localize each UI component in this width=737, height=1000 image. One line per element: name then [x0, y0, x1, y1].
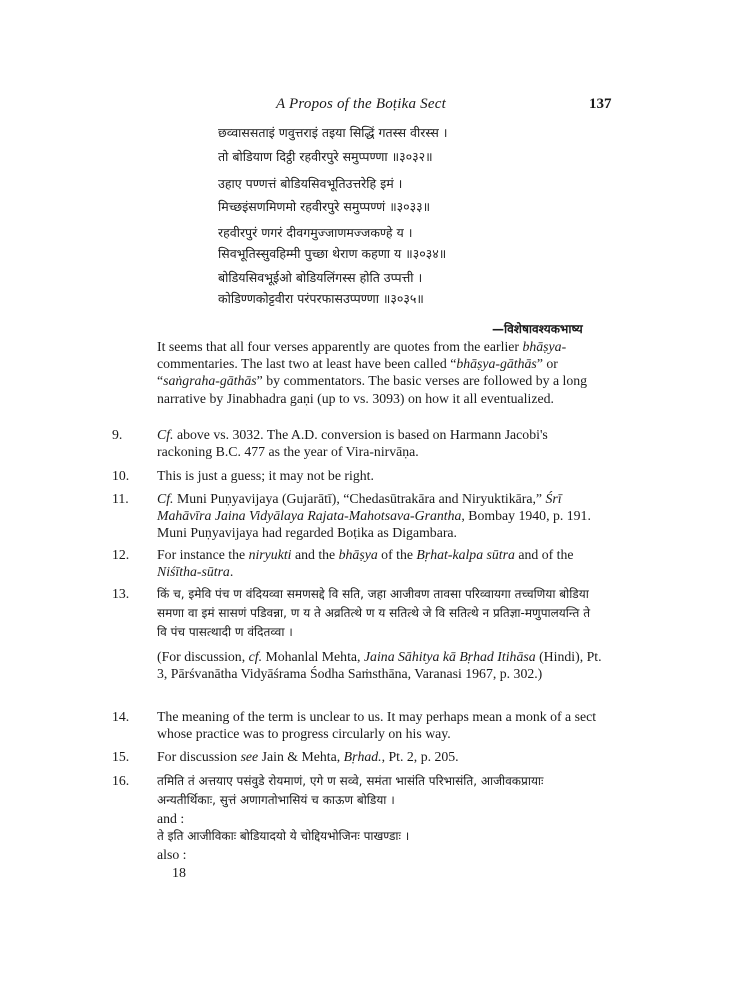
verse-line: तो बोडियाण दिट्ठी रहवीरपुरे समुप्पण्णा ॥३०३२॥: [218, 149, 433, 164]
footnote-body: [157, 748, 602, 765]
footnote-text: Mohanlal Mehta,: [262, 649, 364, 664]
footnote-number: 16.: [112, 773, 130, 788]
cf-abbrev: Cf.: [157, 427, 174, 442]
footnote-text: , Pt. 2, p. 205.: [381, 749, 459, 764]
footnote-reference: [157, 648, 602, 682]
verse-line: छव्वाससताइं णवुत्तराइं तइया सिद्धिं गतस्स वीरस्स ।: [218, 125, 448, 140]
footnote-body: [157, 490, 602, 542]
signature-mark: 18: [172, 866, 186, 881]
paragraph-text: -commentaries. The last two at least have been called “: [157, 339, 567, 372]
footnote-text: (For discussion,: [157, 649, 249, 664]
footnote-number: 14.: [112, 709, 130, 724]
commentary-paragraph: [157, 338, 599, 407]
verse-source: —विशेषावश्यकभाष्य: [492, 322, 583, 336]
footnote-text: and the: [291, 547, 339, 562]
page-number: 137: [589, 96, 612, 112]
footnote-number: 12.: [112, 547, 130, 562]
footnote-body: [157, 585, 602, 682]
cf-abbrev: cf.: [248, 649, 263, 664]
verse-line: कोडिण्णकोट्टवीरा परंपरफासउप्पण्णा ॥३०३५॥: [218, 291, 424, 306]
footnote-body: [157, 546, 602, 580]
footnote-number: 11.: [112, 491, 129, 506]
footnote-text: Jain & Mehta,: [258, 749, 344, 764]
footnote-number: 10.: [112, 468, 130, 483]
footnote-italic: Śrī Mahāvīra Jaina Vidyālaya Rajata-Mahotsava-Grantha: [157, 491, 562, 524]
footnote-number: 13.: [112, 586, 130, 601]
verse-line: सिवभूतिस्सुवहिम्मी पुच्छा थेराण कहणा य ॥३०३४॥: [218, 246, 447, 261]
footnote-text: .: [229, 564, 234, 580]
footnote-italic: bhāṣya: [338, 547, 378, 562]
footnote-number: 15.: [112, 749, 130, 764]
footnote-italic: see: [240, 749, 259, 764]
verse-line: उहाए पण्णत्तं बोडियसिवभूतिउत्तरेहि इमं ।: [218, 176, 403, 191]
paragraph-text: It seems that all four verses apparently are quotes from the earlier: [157, 339, 523, 354]
sanskrit-quote: ते इति आजीविकाः बोडियादयो ये चोद्दियभोजिनः पाखण्डाः ।: [157, 829, 410, 844]
footnote-italic: Bṛhad.: [343, 749, 382, 764]
paragraph-text: ” by commentators. The basic verses are followed by a long narrative by Jinabhadra gaṇi (up to vs. 3093) on how it all eventualized.: [157, 373, 588, 406]
footnote-text: of the: [377, 547, 417, 562]
footnote-italic: Bṛhat-kalpa sūtra: [416, 547, 515, 562]
paragraph-text: ” or “: [157, 356, 558, 389]
footnote-text: For instance the: [157, 547, 249, 562]
paragraph-italic: saṅgraha-gāthās: [163, 373, 257, 389]
footnote-italic: Jaina Sāhitya kā Bṛhad Itihāsa: [363, 649, 536, 664]
footnote-italic: Niśītha-sūtra: [157, 564, 230, 580]
paragraph-italic: bhāṣya-gāthās: [456, 356, 537, 372]
footnote-text: (Hindi), Pt. 3, Pārśvanātha Vidyāśrama Śodha Saṁsthāna, Varanasi 1967, p. 302.): [157, 649, 602, 682]
verse-line: बोडियसिवभूईओ बोडियलिंगस्स होति उप्पत्ती ।: [218, 270, 423, 285]
footnote-number: 9.: [112, 427, 123, 442]
footnote-text: For discussion: [157, 749, 241, 764]
verse-line: रहवीरपुरं णगरं दीवगमुज्जाणमज्जकण्हे य ।: [218, 225, 413, 240]
connector-text: and :: [157, 811, 185, 826]
footnote-text: above vs. 3032. The A.D. conversion is based on Harmann Jacobi's rackoning B.C. 477 as the year of Vira-nirvāṇa.: [157, 427, 548, 460]
footnote-text: and of the: [514, 547, 574, 562]
footnote-text: Muni Puṇyavijaya (Gujarātī), “Chedasūtrakāra and Niryuktikāra,”: [173, 491, 546, 506]
cf-abbrev: Cf.: [157, 491, 174, 506]
paragraph-italic: bhāṣya: [522, 339, 562, 354]
sanskrit-quote: किं च, इमेवि पंच ण वंदियव्वा समणसद्दे वि सति, जहा आजीवण तावसा परिव्वायगा तच्चणिया बोडिया समणा वा इमं सासणं पडिवन्ना, ण य ते अव्रतित्थे ण य सतित्थे जे वि सतित्थे न प्रतिज्ञा-मणुपालयन्ति ते वि पंच पासत्थादी ण वंदितव्वा ।: [157, 587, 591, 639]
footnote-text: The meaning of the term is unclear to us. It may perhaps mean a monk of a sect whose practice was to progress circularly on his way.: [157, 709, 597, 742]
connector-text: also :: [157, 847, 187, 863]
footnote-text: This is just a guess; it may not be right.: [157, 468, 374, 483]
running-title: A Propos of the Boṭika Sect: [276, 96, 446, 112]
footnote-text: , Bombay 1940, p. 191. Muni Puṇyavijaya had regarded Boṭika as Digambara.: [157, 508, 591, 541]
footnote-body: [157, 772, 602, 863]
footnote-italic: niryukti: [248, 547, 292, 562]
sanskrit-quote: तमिति तं अत्तयाए पसंवुडे रोयमाणं, एगे ण सव्वे, समंता भासंति परिभासंति, आजीवकप्रायाः अन्यतीर्थिकाः, सुत्तं अणागतोभासियं च काऊण बोडिया ।: [157, 774, 544, 807]
verse-line: मिच्छइंसणमिणमो रहवीरपुरे समुप्पण्णं ॥३०३३॥: [218, 199, 431, 214]
footnote-body: [157, 426, 602, 460]
